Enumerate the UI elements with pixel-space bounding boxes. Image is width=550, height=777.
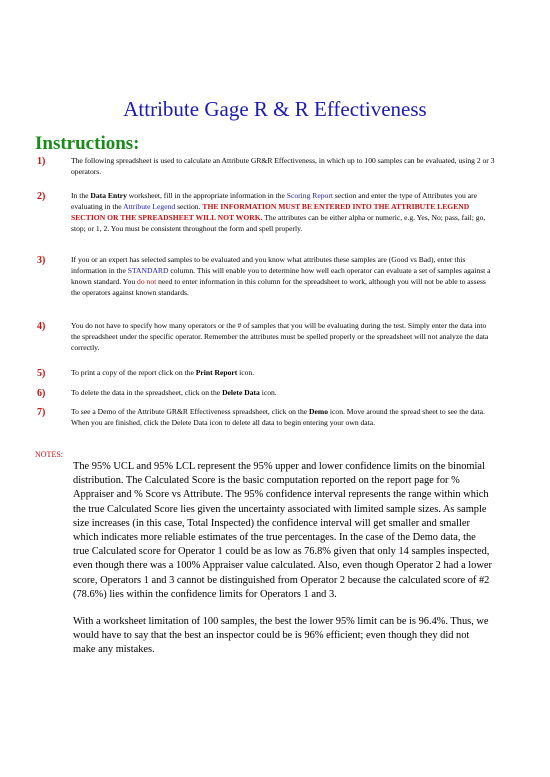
- item-number: 5): [37, 368, 46, 379]
- item-number: 6): [37, 388, 46, 399]
- item-text: [71, 367, 495, 378]
- text-run: The attributes can be either alpha or numeric, e.g. Yes, No; pass, fail; go, stop; or 1, 2. You must be consistent throughout the form and spell properly.: [71, 213, 486, 233]
- document-title: Attribute Gage R & R Effectiveness: [123, 97, 427, 121]
- notes-label: NOTES:: [35, 450, 63, 459]
- item-text: [71, 387, 495, 398]
- item-number: 7): [37, 407, 46, 418]
- demo-label: Demo: [309, 407, 329, 416]
- text-run: column. This will enable you to determine how well each operator can evaluate a set of samples against a known standard. You: [71, 266, 491, 286]
- item-number: 2): [37, 191, 46, 202]
- text-run: To delete the data in the spreadsheet, click on the: [71, 388, 223, 397]
- warning-text: THE INFORMATION MUST BE ENTERED INTO THE ATTRIBUTE LEGEND SECTION OR THE SPREADSHEET WILL NOT WORK.: [71, 202, 470, 222]
- item-number: 4): [37, 321, 46, 332]
- item-text: You do not have to specify how many operators or the # of samples that you will be evaluating during the test. Simply enter the data into the spreadsheet under the specific operator. Remember the attributes must be spelled properly or the spreadsheet will not analyze the data correctly.: [71, 321, 489, 352]
- item-number: 3): [37, 255, 46, 266]
- item-text: The following spreadsheet is used to calculate an Attribute GR&R Effectiveness, in which up to 100 samples can be evaluated, using 2 or 3 operators.: [71, 156, 495, 176]
- text-run: To print a copy of the report click on the: [71, 368, 196, 377]
- item-text: [71, 254, 495, 298]
- text-run: worksheet, fill in the appropriate information in the: [126, 191, 287, 200]
- text-run: icon.: [237, 368, 255, 377]
- text-run: icon. Move around the spread sheet to see the data. When you are finished, click the Delete Data icon to delete all data to begin entering your own data.: [71, 407, 485, 427]
- text-run: section and enter the type of Attributes you are evaluating in the: [71, 191, 477, 211]
- print-report-label: Print Report: [195, 368, 238, 377]
- item-number: 1): [37, 156, 46, 167]
- note-paragraph-1: The 95% UCL and 95% LCL represent the 95% upper and lower confidence limits on the binomial distribution. The Calculated Score is the basic computation reported on the report page for % Appraiser and % Score vs Attribute. The 95% confidence interval represents the range within which the true Calculated Score lies given the uncertainty associated with limited sample sizes. As sample size increases (in this case, Total Inspected) the confidence interval will get smaller and smaller which indicates more reliable estimates of the true percentages. In the case of the Demo data, the true Calculated score for Operator 1 could be as low as 76.8% given that only 14 samples inspected, even though there was a 100% Appraiser value calculated. Also, even though Operator 2 had a lower score, Operators 1 and 3 cannot be distinguished from Operator 2 because the calculated score of #2 (78.6%) lies within the confidence limits for Operators 1 and 3.: [73, 461, 492, 600]
- standard-column-label: STANDARD: [127, 266, 169, 275]
- scoring-report-label: Scoring Report: [286, 191, 333, 200]
- data-entry-label: Data Entry: [90, 191, 127, 200]
- item-text: [71, 190, 495, 234]
- item-text: [71, 406, 495, 428]
- text-run: need to enter information in this column for the spreadsheet to work, although you will not be able to assess the operators against known standards.: [71, 277, 486, 297]
- text-run: icon.: [259, 388, 277, 397]
- text-run: section.: [175, 202, 203, 211]
- text-run: In the: [71, 191, 91, 200]
- note-paragraph-2: With a worksheet limitation of 100 samples, the best the lower 95% limit can be is 96.4%. Thus, we would have to say that the best an inspector could be is 96% efficient; even though they did not make any mistakes.: [73, 616, 489, 656]
- attribute-legend-label: Attribute Legend: [123, 202, 176, 211]
- text-run: If you or an expert has selected samples to be evaluated and you know what attributes these samples are (Good vs Bad), enter this information in the: [71, 255, 466, 275]
- delete-data-label: Delete Data: [222, 388, 260, 397]
- text-run: To see a Demo of the Attribute GR&R Effectiveness spreadsheet, click on the: [71, 407, 310, 416]
- emphasis-text: do not: [137, 277, 157, 286]
- instructions-heading: Instructions:: [35, 133, 140, 154]
